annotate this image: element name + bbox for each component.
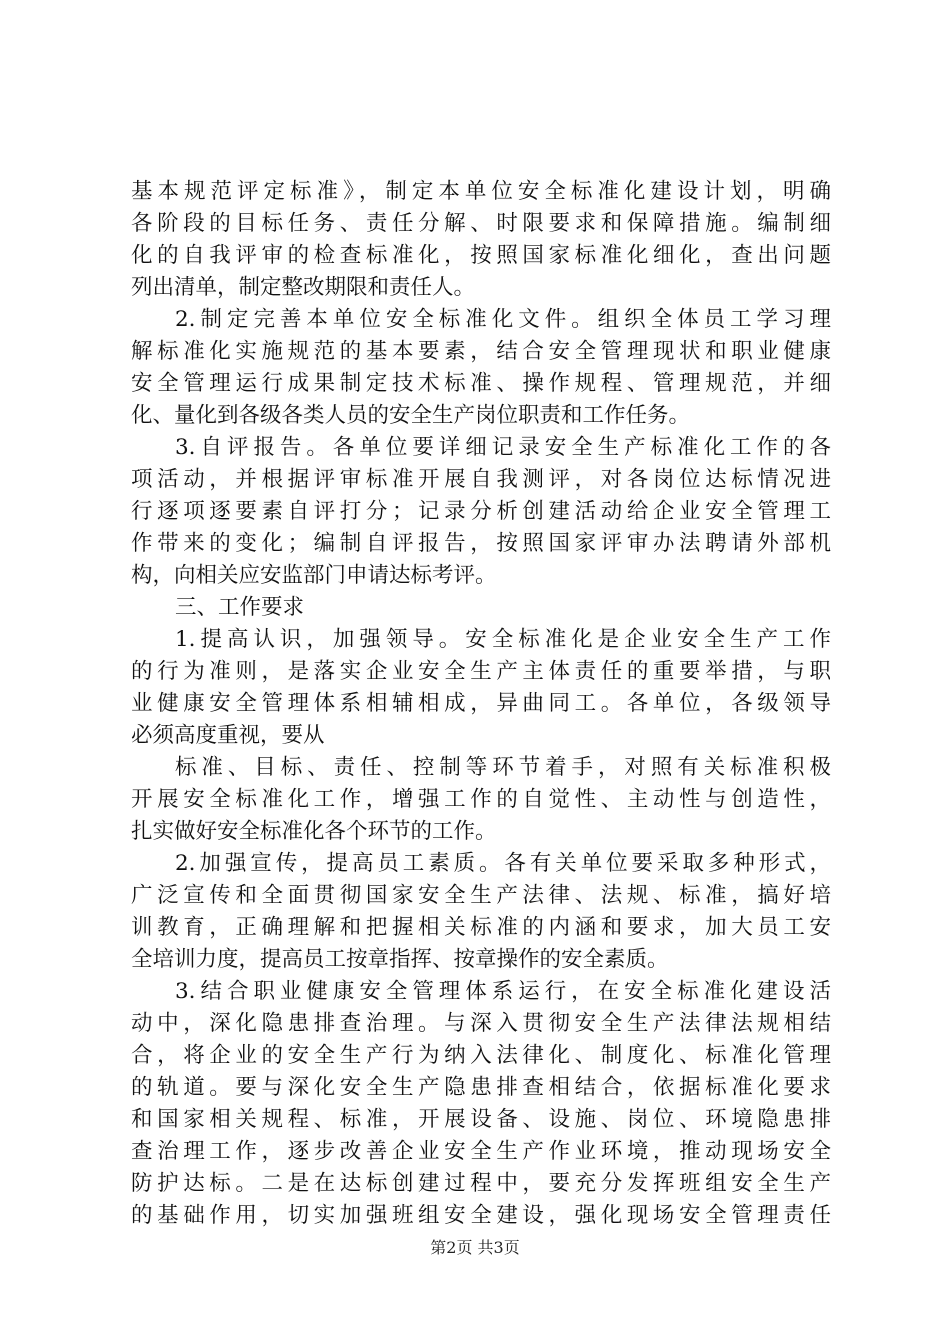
text-line: 防护达标。二是在达标创建过程中，要充分发挥班组安全生产 xyxy=(131,1171,831,1196)
text-line: 合，将企业的安全生产行为纳入法律化、制度化、标准化管理 xyxy=(131,1043,831,1068)
text-line: 行逐项逐要素自评打分；记录分析创建活动给企业安全管理工 xyxy=(131,499,831,524)
text-line: 解标准化实施规范的基本要素，结合安全管理现状和职业健康 xyxy=(131,339,831,364)
text-line: 扎实做好安全标准化各个环节的工作。 xyxy=(131,819,497,844)
text-line: 的基础作用，切实加强班组安全建设，强化现场安全管理责任 xyxy=(131,1203,831,1228)
text-line: 基本规范评定标准》，制定本单位安全标准化建设计划，明确 xyxy=(131,179,831,204)
text-line: 1.提高认识，加强领导。安全标准化是企业安全生产工作 xyxy=(175,627,831,652)
text-line: 项活动，并根据评审标准开展自我测评，对各岗位达标情况进 xyxy=(131,467,831,492)
text-line: 开展安全标准化工作，增强工作的自觉性、主动性与创造性， xyxy=(131,787,831,812)
text-line: 广泛宣传和全面贯彻国家安全生产法律、法规、标准，搞好培 xyxy=(131,883,831,908)
text-line: 化的自我评审的检查标准化，按照国家标准化细化，查出问题 xyxy=(131,243,831,268)
text-line: 业健康安全管理体系相辅相成，异曲同工。各单位，各级领导 xyxy=(131,691,831,716)
text-line: 的行为准则，是落实企业安全生产主体责任的重要举措，与职 xyxy=(131,659,831,684)
text-line: 2.制定完善本单位安全标准化文件。组织全体员工学习理 xyxy=(175,307,831,332)
text-line: 各阶段的目标任务、责任分解、时限要求和保障措施。编制细 xyxy=(131,211,831,236)
page-footer: 第2页 共3页 xyxy=(430,1238,520,1257)
text-line: 三、工作要求 xyxy=(175,595,305,620)
text-line: 列出清单，制定整改期限和责任人。 xyxy=(131,275,476,300)
text-line: 安全管理运行成果制定技术标准、操作规程、管理规范，并细 xyxy=(131,371,831,396)
text-line: 3.自评报告。各单位要详细记录安全生产标准化工作的各 xyxy=(175,435,831,460)
document-body xyxy=(131,176,831,1232)
text-line: 作带来的变化；编制自评报告，按照国家评审办法聘请外部机 xyxy=(131,531,831,556)
text-line: 构，向相关应安监部门申请达标考评。 xyxy=(131,563,497,588)
text-line: 动中，深化隐患排查治理。与深入贯彻安全生产法律法规相结 xyxy=(131,1011,831,1036)
text-line: 全培训力度，提高员工按章指挥、按章操作的安全素质。 xyxy=(131,947,669,972)
text-line: 必须高度重视，要从 xyxy=(131,723,325,748)
text-line: 3.结合职业健康安全管理体系运行，在安全标准化建设活 xyxy=(175,979,831,1004)
text-line: 2.加强宣传，提高员工素质。各有关单位要采取多种形式， xyxy=(175,851,831,876)
text-line: 查治理工作，逐步改善企业安全生产作业环境，推动现场安全 xyxy=(131,1139,831,1164)
text-line: 训教育，正确理解和把握相关标准的内涵和要求，加大员工安 xyxy=(131,915,831,940)
text-line: 化、量化到各级各类人员的安全生产岗位职责和工作任务。 xyxy=(131,403,691,428)
text-line: 标准、目标、责任、控制等环节着手，对照有关标准积极 xyxy=(175,755,831,780)
text-line: 的轨道。要与深化安全生产隐患排查相结合，依据标准化要求 xyxy=(131,1075,831,1100)
text-line: 和国家相关规程、标准，开展设备、设施、岗位、环境隐患排 xyxy=(131,1107,831,1132)
